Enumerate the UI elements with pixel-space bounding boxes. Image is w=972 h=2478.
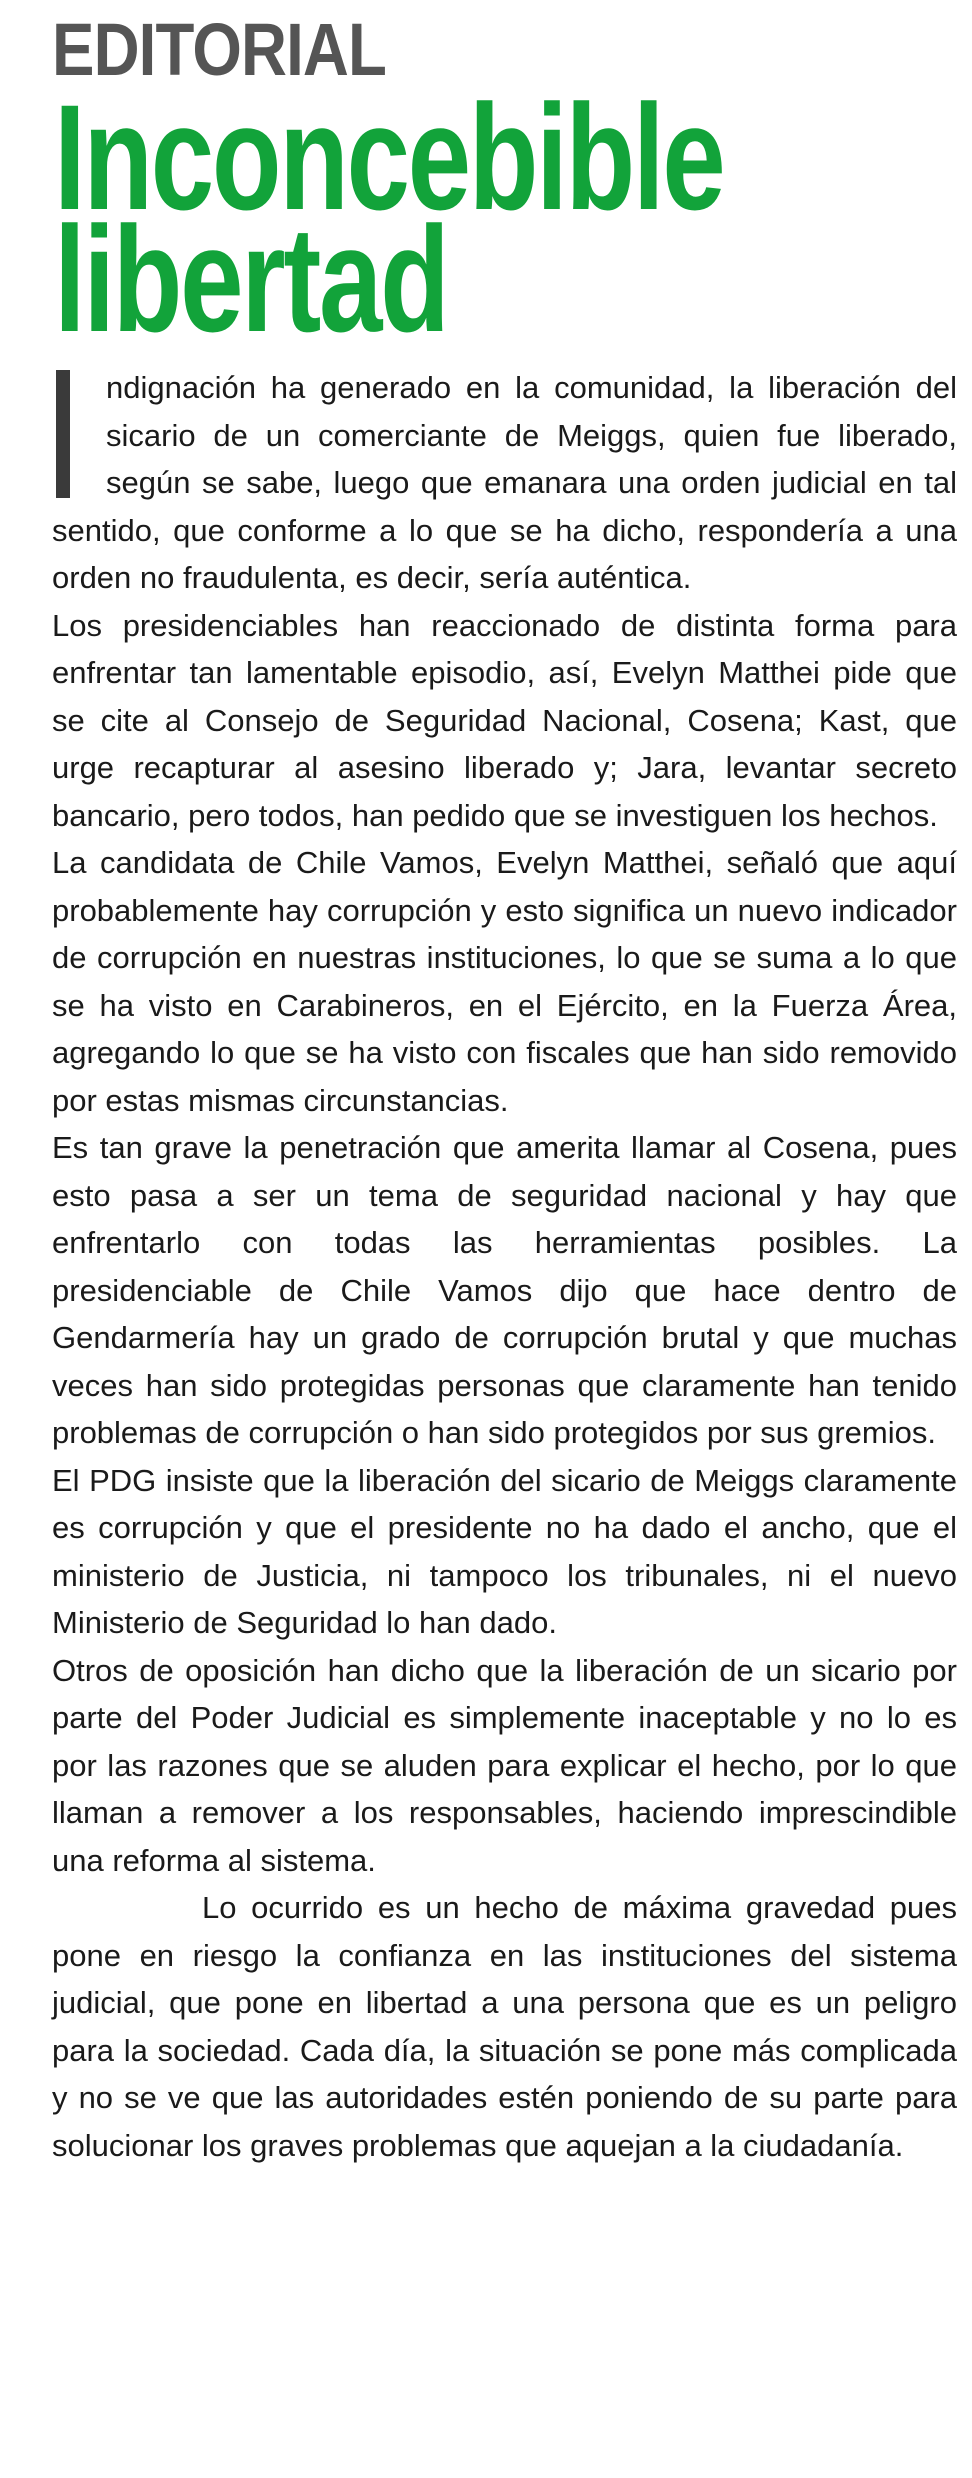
article-body <box>52 364 957 2169</box>
paragraph-2: Los presidenciables han reaccionado de distinta forma para enfrentar tan lamentable episodio, así, Evelyn Matthei pide que se cite al Consejo de Seguridad Nacional, Cosena; Kast, que urge recapturar al asesino liberado y; Jara, levantar secreto bancario, pero todos, han pedido que se investiguen los hechos. <box>52 607 957 833</box>
paragraph-1 <box>52 364 957 602</box>
headline-line-2: libertad <box>54 195 448 363</box>
paragraph-3: La candidata de Chile Vamos, Evelyn Matthei, señaló que aquí probablemente hay corrupción y esto significa un nuevo indicador de corrupción en nuestras instituciones, lo que se suma a lo que se ha visto en Carabineros, en el Ejército, en la Fuerza Área, agregando lo que se ha visto con fiscales que han sido removido por estas mismas circunstancias. <box>52 845 957 1118</box>
paragraph-5: El PDG insiste que la liberación del sicario de Meiggs claramente es corrupción y que el presidente no ha dado el ancho, que el ministerio de Justicia, ni tampoco los tribunales, ni el nuevo Ministerio de Seguridad lo han dado. <box>52 1462 957 1640</box>
paragraph-7: Lo ocurrido es un hecho de máxima gravedad pues pone en riesgo la confianza en las instituciones del sistema judicial, que pone en libertad a una persona que es un peligro para la sociedad. Cada día, la situación se pone más complicada y no se ve que las autoridades estén poniendo de su parte para solucionar los graves problemas que aquejan a la ciudadanía. <box>52 1890 957 2163</box>
dropcap-bar <box>56 370 70 498</box>
headline-line-1: Inconcebible <box>54 73 724 241</box>
paragraph-6: Otros de oposición han dicho que la liberación de un sicario por parte del Poder Judicial es simplemente inaceptable y no lo es por las razones que se aluden para explicar el hecho, por lo que llaman a remover a los responsables, haciendo imprescindible una reforma al sistema. <box>52 1652 957 1878</box>
section-label: EDITORIAL <box>52 8 387 91</box>
paragraph-1-text: ndignación ha generado en la comunidad, la liberación del sicario de un comerciante de Meiggs, quien fue liberado, según se sabe, luego que emanara una orden judicial en tal sentido, que conforme a lo que se ha dicho, respondería a una orden no fraudulenta, es decir, sería auténtica. <box>52 370 957 595</box>
headline <box>54 73 724 363</box>
paragraph-4: Es tan grave la penetración que amerita llamar al Cosena, pues esto pasa a ser un tema de seguridad nacional y hay que enfrentarlo con todas las herramientas posibles. La presidenciable de Chile Vamos dijo que hace dentro de Gendarmería hay un grado de corrupción brutal y que muchas veces han sido protegidas personas que claramente han tenido problemas de corrupción o han sido protegidos por sus gremios. <box>52 1130 957 1450</box>
